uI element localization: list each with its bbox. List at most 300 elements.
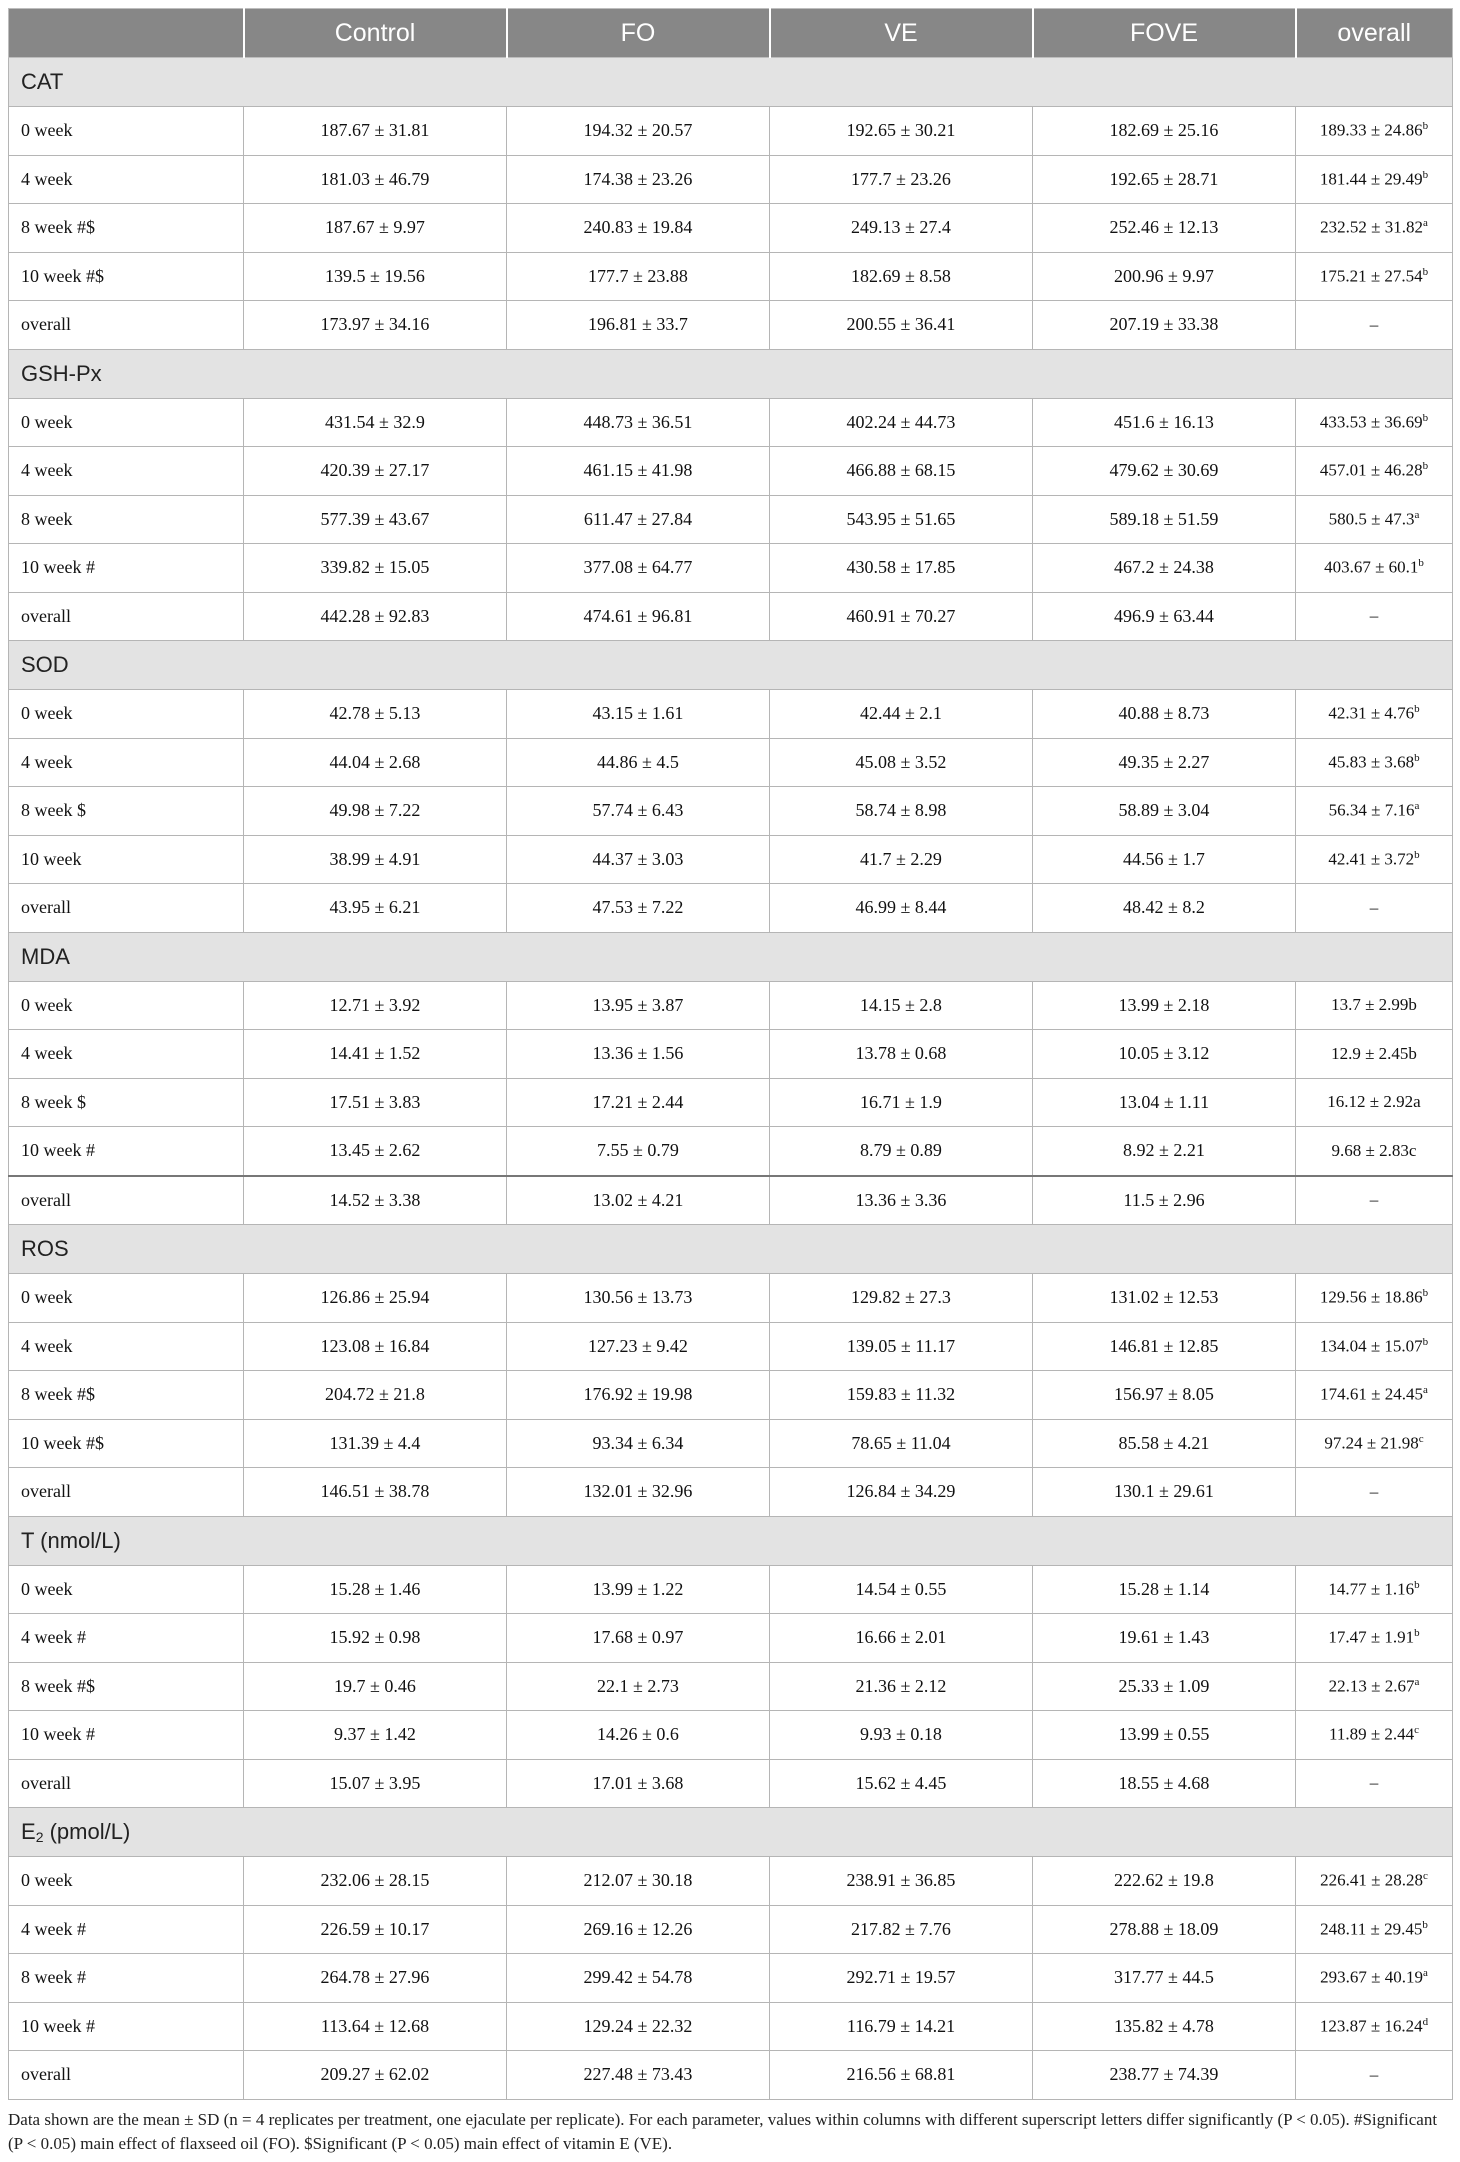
significance-letter: a <box>1422 1967 1428 1980</box>
value-cell: 194.32 ± 20.57 <box>507 107 770 156</box>
overall-value: 45.83 ± 3.68 <box>1328 752 1415 772</box>
significance-letter: b <box>1422 1287 1429 1300</box>
section-header-row <box>9 641 1453 690</box>
value-cell: 130.56 ± 13.73 <box>507 1274 770 1323</box>
value-cell: 192.65 ± 28.71 <box>1033 155 1296 204</box>
value-cell: 496.9 ± 63.44 <box>1033 592 1296 641</box>
table-row <box>9 981 1453 1030</box>
value-cell: 13.99 ± 0.55 <box>1033 1711 1296 1760</box>
significance-letter: a <box>1422 217 1428 230</box>
overall-value: 22.13 ± 2.67 <box>1328 1676 1415 1696</box>
value-cell: 12.71 ± 3.92 <box>244 981 507 1030</box>
value-cell: 146.51 ± 38.78 <box>244 1468 507 1517</box>
value-cell: 139.5 ± 19.56 <box>244 252 507 301</box>
overall-value: 11.89 ± 2.44 <box>1328 1725 1415 1745</box>
overall-value: 42.31 ± 4.76 <box>1328 704 1415 724</box>
value-cell: 177.7 ± 23.26 <box>770 155 1033 204</box>
overall-cell <box>1296 690 1453 739</box>
value-cell: 44.86 ± 4.5 <box>507 738 770 787</box>
value-cell: 9.37 ± 1.42 <box>244 1711 507 1760</box>
value-cell: 212.07 ± 30.18 <box>507 1857 770 1906</box>
value-cell: 13.99 ± 2.18 <box>1033 981 1296 1030</box>
overall-cell <box>1296 2051 1453 2100</box>
value-cell: 11.5 ± 2.96 <box>1033 1176 1296 1225</box>
value-cell: 13.99 ± 1.22 <box>507 1565 770 1614</box>
row-label: overall <box>9 1468 244 1517</box>
value-cell: 13.95 ± 3.87 <box>507 981 770 1030</box>
value-cell: 44.37 ± 3.03 <box>507 835 770 884</box>
row-label: 0 week <box>9 1857 244 1906</box>
row-label: overall <box>9 1759 244 1808</box>
table-row <box>9 252 1453 301</box>
overall-cell <box>1296 2002 1453 2051</box>
row-label: overall <box>9 1176 244 1225</box>
value-cell: 13.02 ± 4.21 <box>507 1176 770 1225</box>
value-cell: 156.97 ± 8.05 <box>1033 1371 1296 1420</box>
overall-cell <box>1296 1905 1453 1954</box>
overall-cell <box>1296 1711 1453 1760</box>
table-row <box>9 1322 1453 1371</box>
table-row <box>9 544 1453 593</box>
significance-letter: b <box>1414 1627 1420 1640</box>
overall-cell <box>1296 787 1453 836</box>
overall-cell <box>1296 835 1453 884</box>
section-title <box>9 1808 1453 1857</box>
table-row <box>9 1371 1453 1420</box>
value-cell: 22.1 ± 2.73 <box>507 1662 770 1711</box>
value-cell: 227.48 ± 73.43 <box>507 2051 770 2100</box>
row-label: 8 week # <box>9 1954 244 2003</box>
value-cell: 44.04 ± 2.68 <box>244 738 507 787</box>
value-cell: 116.79 ± 14.21 <box>770 2002 1033 2051</box>
row-label: overall <box>9 592 244 641</box>
value-cell: 14.52 ± 3.38 <box>244 1176 507 1225</box>
table-row <box>9 592 1453 641</box>
section-title-unit: (pmol/L) <box>43 1819 131 1844</box>
header-cell-fo: FO <box>507 9 770 58</box>
value-cell: 187.67 ± 31.81 <box>244 107 507 156</box>
table-row <box>9 107 1453 156</box>
overall-value: – <box>1369 2064 1379 2084</box>
table-row <box>9 1905 1453 1954</box>
overall-cell <box>1296 495 1453 544</box>
value-cell: 10.05 ± 3.12 <box>1033 1030 1296 1079</box>
row-label: 8 week $ <box>9 1078 244 1127</box>
section-title-subscript: 2 <box>35 1829 44 1845</box>
value-cell: 78.65 ± 11.04 <box>770 1419 1033 1468</box>
value-cell: 42.44 ± 2.1 <box>770 690 1033 739</box>
significance-letter: b <box>1422 411 1429 424</box>
value-cell: 479.62 ± 30.69 <box>1033 447 1296 496</box>
overall-cell <box>1296 1322 1453 1371</box>
value-cell: 216.56 ± 68.81 <box>770 2051 1033 2100</box>
overall-value: 13.7 ± 2.99b <box>1331 995 1417 1015</box>
value-cell: 113.64 ± 12.68 <box>244 2002 507 2051</box>
row-label: 10 week # <box>9 1711 244 1760</box>
overall-cell <box>1296 981 1453 1030</box>
value-cell: 611.47 ± 27.84 <box>507 495 770 544</box>
value-cell: 226.59 ± 10.17 <box>244 1905 507 1954</box>
overall-cell <box>1296 447 1453 496</box>
overall-cell <box>1296 252 1453 301</box>
value-cell: 240.83 ± 19.84 <box>507 204 770 253</box>
value-cell: 182.69 ± 25.16 <box>1033 107 1296 156</box>
section-title: ROS <box>9 1225 1453 1274</box>
significance-letter: b <box>1414 848 1420 861</box>
table-row <box>9 787 1453 836</box>
overall-cell <box>1296 1371 1453 1420</box>
overall-value: 134.04 ± 15.07 <box>1319 1336 1423 1356</box>
value-cell: 14.41 ± 1.52 <box>244 1030 507 1079</box>
value-cell: 460.91 ± 70.27 <box>770 592 1033 641</box>
table-row <box>9 738 1453 787</box>
value-cell: 49.35 ± 2.27 <box>1033 738 1296 787</box>
significance-letter: a <box>1422 1384 1428 1397</box>
overall-cell <box>1296 1030 1453 1079</box>
value-cell: 431.54 ± 32.9 <box>244 398 507 447</box>
table-row <box>9 1419 1453 1468</box>
overall-cell <box>1296 1274 1453 1323</box>
value-cell: 577.39 ± 43.67 <box>244 495 507 544</box>
significance-letter: b <box>1422 1335 1429 1348</box>
row-label: 4 week <box>9 447 244 496</box>
significance-letter: b <box>1422 120 1429 133</box>
value-cell: 129.82 ± 27.3 <box>770 1274 1033 1323</box>
table-row <box>9 1127 1453 1176</box>
value-cell: 8.92 ± 2.21 <box>1033 1127 1296 1176</box>
table-row <box>9 204 1453 253</box>
overall-cell <box>1296 107 1453 156</box>
value-cell: 16.71 ± 1.9 <box>770 1078 1033 1127</box>
value-cell: 126.86 ± 25.94 <box>244 1274 507 1323</box>
value-cell: 448.73 ± 36.51 <box>507 398 770 447</box>
table-row <box>9 301 1453 350</box>
overall-cell <box>1296 544 1453 593</box>
row-label: 0 week <box>9 690 244 739</box>
value-cell: 182.69 ± 8.58 <box>770 252 1033 301</box>
overall-value: 129.56 ± 18.86 <box>1319 1288 1423 1308</box>
overall-value: – <box>1369 606 1379 626</box>
table-row <box>9 1565 1453 1614</box>
value-cell: 85.58 ± 4.21 <box>1033 1419 1296 1468</box>
value-cell: 14.54 ± 0.55 <box>770 1565 1033 1614</box>
table-row <box>9 1030 1453 1079</box>
table-row <box>9 447 1453 496</box>
value-cell: 44.56 ± 1.7 <box>1033 835 1296 884</box>
overall-cell <box>1296 592 1453 641</box>
value-cell: 16.66 ± 2.01 <box>770 1614 1033 1663</box>
table-row <box>9 1614 1453 1663</box>
value-cell: 15.28 ± 1.46 <box>244 1565 507 1614</box>
overall-value: 457.01 ± 46.28 <box>1319 461 1423 481</box>
overall-value: 9.68 ± 2.83c <box>1331 1140 1417 1160</box>
table-row <box>9 1274 1453 1323</box>
row-label: 0 week <box>9 398 244 447</box>
overall-value: 232.52 ± 31.82 <box>1320 218 1423 238</box>
overall-value: – <box>1369 897 1379 917</box>
value-cell: 41.7 ± 2.29 <box>770 835 1033 884</box>
significance-letter: b <box>1418 557 1424 570</box>
table-row <box>9 1759 1453 1808</box>
value-cell: 420.39 ± 27.17 <box>244 447 507 496</box>
value-cell: 25.33 ± 1.09 <box>1033 1662 1296 1711</box>
value-cell: 222.62 ± 19.8 <box>1033 1857 1296 1906</box>
value-cell: 159.83 ± 11.32 <box>770 1371 1033 1420</box>
row-label: overall <box>9 2051 244 2100</box>
section-title: T (nmol/L) <box>9 1516 1453 1565</box>
value-cell: 176.92 ± 19.98 <box>507 1371 770 1420</box>
overall-cell <box>1296 1614 1453 1663</box>
overall-value: 293.67 ± 40.19 <box>1320 1968 1423 1988</box>
overall-value: 580.5 ± 47.3 <box>1328 509 1415 529</box>
significance-letter: b <box>1414 703 1420 716</box>
row-label: 10 week # <box>9 2002 244 2051</box>
table-row <box>9 835 1453 884</box>
row-label: 10 week # <box>9 1127 244 1176</box>
table-row <box>9 1468 1453 1517</box>
overall-value: – <box>1369 1481 1379 1501</box>
value-cell: 451.6 ± 16.13 <box>1033 398 1296 447</box>
value-cell: 43.95 ± 6.21 <box>244 884 507 933</box>
row-label: 8 week <box>9 495 244 544</box>
overall-value: – <box>1369 1773 1379 1793</box>
value-cell: 13.45 ± 2.62 <box>244 1127 507 1176</box>
value-cell: 15.62 ± 4.45 <box>770 1759 1033 1808</box>
value-cell: 123.08 ± 16.84 <box>244 1322 507 1371</box>
value-cell: 38.99 ± 4.91 <box>244 835 507 884</box>
value-cell: 207.19 ± 33.38 <box>1033 301 1296 350</box>
value-cell: 200.55 ± 36.41 <box>770 301 1033 350</box>
overall-cell <box>1296 1127 1453 1176</box>
overall-cell <box>1296 738 1453 787</box>
significance-letter: a <box>1414 508 1420 521</box>
significance-letter: c <box>1422 1870 1428 1883</box>
table-row <box>9 495 1453 544</box>
overall-value: 56.34 ± 7.16 <box>1328 801 1415 821</box>
overall-cell <box>1296 204 1453 253</box>
value-cell: 14.15 ± 2.8 <box>770 981 1033 1030</box>
value-cell: 402.24 ± 44.73 <box>770 398 1033 447</box>
row-label: 4 week # <box>9 1905 244 1954</box>
section-header-row <box>9 58 1453 107</box>
overall-value: 226.41 ± 28.28 <box>1320 1871 1423 1891</box>
value-cell: 181.03 ± 46.79 <box>244 155 507 204</box>
overall-cell <box>1296 1419 1453 1468</box>
row-label: 0 week <box>9 981 244 1030</box>
value-cell: 13.36 ± 1.56 <box>507 1030 770 1079</box>
overall-cell <box>1296 1176 1453 1225</box>
overall-value: 12.9 ± 2.45b <box>1331 1043 1417 1063</box>
significance-letter: b <box>1414 751 1420 764</box>
results-table <box>8 8 1453 2100</box>
section-title: CAT <box>9 58 1453 107</box>
value-cell: 19.61 ± 1.43 <box>1033 1614 1296 1663</box>
value-cell: 8.79 ± 0.89 <box>770 1127 1033 1176</box>
value-cell: 252.46 ± 12.13 <box>1033 204 1296 253</box>
row-label: 10 week <box>9 835 244 884</box>
significance-letter: a <box>1414 800 1420 813</box>
table-row <box>9 2002 1453 2051</box>
value-cell: 442.28 ± 92.83 <box>244 592 507 641</box>
value-cell: 15.07 ± 3.95 <box>244 1759 507 1808</box>
row-label: 4 week <box>9 1030 244 1079</box>
header-cell-control: Control <box>244 9 507 58</box>
section-header-row <box>9 1225 1453 1274</box>
table-row <box>9 2051 1453 2100</box>
value-cell: 466.88 ± 68.15 <box>770 447 1033 496</box>
table-row <box>9 690 1453 739</box>
value-cell: 17.68 ± 0.97 <box>507 1614 770 1663</box>
value-cell: 339.82 ± 15.05 <box>244 544 507 593</box>
value-cell: 430.58 ± 17.85 <box>770 544 1033 593</box>
header-row <box>9 9 1453 58</box>
significance-letter: b <box>1422 1918 1428 1931</box>
value-cell: 49.98 ± 7.22 <box>244 787 507 836</box>
section-title-main: E <box>21 1819 36 1844</box>
value-cell: 46.99 ± 8.44 <box>770 884 1033 933</box>
value-cell: 17.21 ± 2.44 <box>507 1078 770 1127</box>
row-label: 8 week #$ <box>9 1662 244 1711</box>
overall-cell <box>1296 155 1453 204</box>
overall-cell <box>1296 1565 1453 1614</box>
value-cell: 131.02 ± 12.53 <box>1033 1274 1296 1323</box>
significance-letter: b <box>1414 1578 1420 1591</box>
value-cell: 200.96 ± 9.97 <box>1033 252 1296 301</box>
value-cell: 278.88 ± 18.09 <box>1033 1905 1296 1954</box>
value-cell: 42.78 ± 5.13 <box>244 690 507 739</box>
overall-value: – <box>1369 1190 1379 1210</box>
row-label: 4 week <box>9 155 244 204</box>
value-cell: 58.89 ± 3.04 <box>1033 787 1296 836</box>
overall-value: 248.11 ± 29.45 <box>1320 1919 1423 1939</box>
value-cell: 14.26 ± 0.6 <box>507 1711 770 1760</box>
value-cell: 13.78 ± 0.68 <box>770 1030 1033 1079</box>
value-cell: 196.81 ± 33.7 <box>507 301 770 350</box>
overall-value: 403.67 ± 60.1 <box>1324 558 1419 578</box>
value-cell: 131.39 ± 4.4 <box>244 1419 507 1468</box>
overall-value: 181.44 ± 29.49 <box>1319 169 1423 189</box>
row-label: 0 week <box>9 1274 244 1323</box>
section-title: GSH-Px <box>9 349 1453 398</box>
value-cell: 317.77 ± 44.5 <box>1033 1954 1296 2003</box>
significance-letter: c <box>1418 1432 1424 1445</box>
value-cell: 238.77 ± 74.39 <box>1033 2051 1296 2100</box>
value-cell: 209.27 ± 62.02 <box>244 2051 507 2100</box>
significance-letter: b <box>1422 460 1429 473</box>
table-header <box>9 9 1453 58</box>
value-cell: 13.36 ± 3.36 <box>770 1176 1033 1225</box>
value-cell: 192.65 ± 30.21 <box>770 107 1033 156</box>
row-label: 0 week <box>9 1565 244 1614</box>
table-row <box>9 155 1453 204</box>
section-header-row <box>9 1516 1453 1565</box>
overall-cell <box>1296 1759 1453 1808</box>
overall-cell <box>1296 1662 1453 1711</box>
header-cell-fove: FOVE <box>1033 9 1296 58</box>
significance-letter: b <box>1422 168 1429 181</box>
table-body <box>9 58 1453 2100</box>
significance-letter: b <box>1422 265 1429 278</box>
value-cell: 217.82 ± 7.76 <box>770 1905 1033 1954</box>
overall-cell <box>1296 1857 1453 1906</box>
overall-value: 175.21 ± 27.54 <box>1319 266 1423 286</box>
table-row <box>9 1078 1453 1127</box>
significance-letter: d <box>1422 2015 1429 2028</box>
overall-cell <box>1296 884 1453 933</box>
value-cell: 135.82 ± 4.78 <box>1033 2002 1296 2051</box>
value-cell: 21.36 ± 2.12 <box>770 1662 1033 1711</box>
value-cell: 132.01 ± 32.96 <box>507 1468 770 1517</box>
value-cell: 127.23 ± 9.42 <box>507 1322 770 1371</box>
header-cell-blank <box>9 9 244 58</box>
value-cell: 173.97 ± 34.16 <box>244 301 507 350</box>
overall-value: 42.41 ± 3.72 <box>1328 849 1415 869</box>
value-cell: 15.28 ± 1.14 <box>1033 1565 1296 1614</box>
value-cell: 17.01 ± 3.68 <box>507 1759 770 1808</box>
overall-cell <box>1296 1954 1453 2003</box>
value-cell: 146.81 ± 12.85 <box>1033 1322 1296 1371</box>
value-cell: 45.08 ± 3.52 <box>770 738 1033 787</box>
row-label: 4 week <box>9 738 244 787</box>
table-row <box>9 1954 1453 2003</box>
value-cell: 13.04 ± 1.11 <box>1033 1078 1296 1127</box>
row-label: overall <box>9 301 244 350</box>
row-label: 10 week #$ <box>9 1419 244 1468</box>
overall-value: 16.12 ± 2.92a <box>1327 1092 1421 1112</box>
value-cell: 130.1 ± 29.61 <box>1033 1468 1296 1517</box>
section-header-row <box>9 932 1453 981</box>
row-label: 4 week <box>9 1322 244 1371</box>
row-label: 4 week # <box>9 1614 244 1663</box>
value-cell: 204.72 ± 21.8 <box>244 1371 507 1420</box>
value-cell: 238.91 ± 36.85 <box>770 1857 1033 1906</box>
significance-letter: c <box>1414 1724 1420 1737</box>
row-label: 0 week <box>9 107 244 156</box>
significance-letter: a <box>1414 1675 1420 1688</box>
value-cell: 93.34 ± 6.34 <box>507 1419 770 1468</box>
value-cell: 7.55 ± 0.79 <box>507 1127 770 1176</box>
overall-value: 189.33 ± 24.86 <box>1319 121 1423 141</box>
section-header-row <box>9 1808 1453 1857</box>
header-cell-overall: overall <box>1296 9 1453 58</box>
value-cell: 177.7 ± 23.88 <box>507 252 770 301</box>
row-label: 10 week #$ <box>9 252 244 301</box>
row-label: overall <box>9 884 244 933</box>
value-cell: 58.74 ± 8.98 <box>770 787 1033 836</box>
value-cell: 126.84 ± 34.29 <box>770 1468 1033 1517</box>
value-cell: 48.42 ± 8.2 <box>1033 884 1296 933</box>
value-cell: 467.2 ± 24.38 <box>1033 544 1296 593</box>
value-cell: 57.74 ± 6.43 <box>507 787 770 836</box>
value-cell: 40.88 ± 8.73 <box>1033 690 1296 739</box>
table-row <box>9 1662 1453 1711</box>
value-cell: 474.61 ± 96.81 <box>507 592 770 641</box>
value-cell: 589.18 ± 51.59 <box>1033 495 1296 544</box>
value-cell: 139.05 ± 11.17 <box>770 1322 1033 1371</box>
value-cell: 292.71 ± 19.57 <box>770 1954 1033 2003</box>
value-cell: 377.08 ± 64.77 <box>507 544 770 593</box>
value-cell: 249.13 ± 27.4 <box>770 204 1033 253</box>
value-cell: 174.38 ± 23.26 <box>507 155 770 204</box>
table-row <box>9 884 1453 933</box>
overall-value: 174.61 ± 24.45 <box>1320 1385 1423 1405</box>
table-row <box>9 1176 1453 1225</box>
section-header-row <box>9 349 1453 398</box>
overall-value: 97.24 ± 21.98 <box>1324 1433 1419 1453</box>
section-title: MDA <box>9 932 1453 981</box>
value-cell: 187.67 ± 9.97 <box>244 204 507 253</box>
value-cell: 43.15 ± 1.61 <box>507 690 770 739</box>
